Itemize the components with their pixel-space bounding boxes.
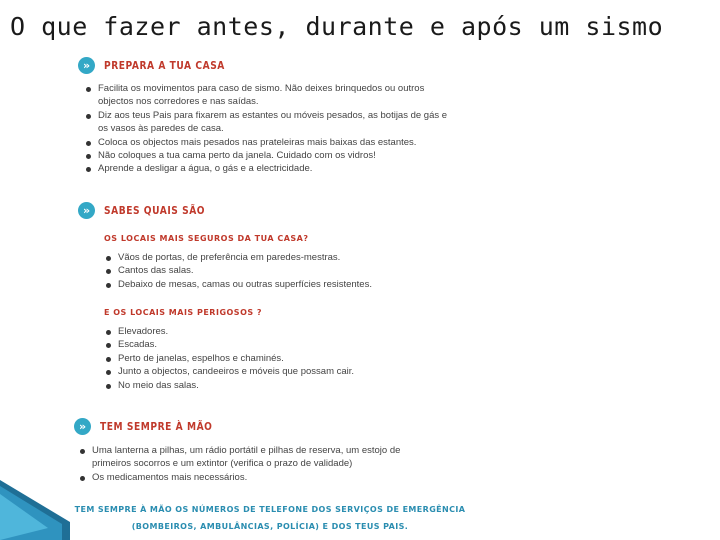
list-item: Elevadores. [106,325,436,338]
list-item: Uma lanterna a pilhas, um rádio portátil e pilhas de reserva, um estojo de primeiros socorros e um extintor (verifica o prazo de validade) [80,444,440,471]
section-heading-text: PREPARA A TUA CASA [104,59,225,72]
list-item: Junto a objectos, candeeiros e móveis que possam cair. [106,365,436,378]
chevron-double-right-icon: » [78,57,95,74]
list-item: Debaixo de mesas, camas ou outras superfícies resistentes. [106,278,436,291]
chevron-double-right-icon: » [78,202,95,219]
section-list-prepara [86,82,458,176]
list-item: Diz aos teus Pais para fixarem as estantes ou móveis pesados, as botijas de gás e os vasos às paredes de casa. [86,109,458,136]
list-item: Cantos das salas. [106,264,436,277]
list-item: Perto de janelas, espelhos e chaminés. [106,352,436,365]
slide-title: O que fazer antes, durante e após um sismo [10,12,664,41]
footer-line: (BOMBEIROS, AMBULÂNCIAS, POLÍCIA) E DOS TEUS PAIS. [131,522,409,531]
list-item: Facilita os movimentos para caso de sismo. Não deixes brinquedos ou outros objectos nos corredores e nas saídas. [86,82,458,109]
emergency-footer [60,501,480,535]
section-list-tem-sempre [80,444,440,484]
list-item: Escadas. [106,338,436,351]
list-item: No meio das salas. [106,379,436,392]
list-item: Vãos de portas, de preferência em paredes-mestras. [106,251,436,264]
list-locais-seguros [106,251,436,291]
section-heading-prepara [78,57,235,74]
list-locais-perigosos [106,325,436,392]
subheading-locais-seguros: OS LOCAIS MAIS SEGUROS DA TUA CASA? [104,234,309,243]
list-item: Coloca os objectos mais pesados nas prateleiras mais baixas das estantes. [86,136,458,149]
list-item: Aprende a desligar a água, o gás e a electricidade. [86,162,458,175]
list-item: Não coloques a tua cama perto da janela. Cuidado com os vidros! [86,149,458,162]
list-item: Os medicamentos mais necessários. [80,471,440,484]
section-heading-text: SABES QUAIS SÃO [104,204,206,217]
section-heading-tem-sempre [74,418,222,435]
section-heading-text: TEM SEMPRE À MÃO [100,420,213,433]
corner-decoration [0,450,80,540]
section-heading-sabes [78,202,214,219]
subheading-locais-perigosos: E OS LOCAIS MAIS PERIGOSOS ? [104,308,263,317]
footer-line: TEM SEMPRE À MÃO OS NÚMEROS DE TELEFONE DOS SERVIÇOS DE EMERGÊNCIA [74,505,466,514]
chevron-double-right-icon: » [74,418,91,435]
